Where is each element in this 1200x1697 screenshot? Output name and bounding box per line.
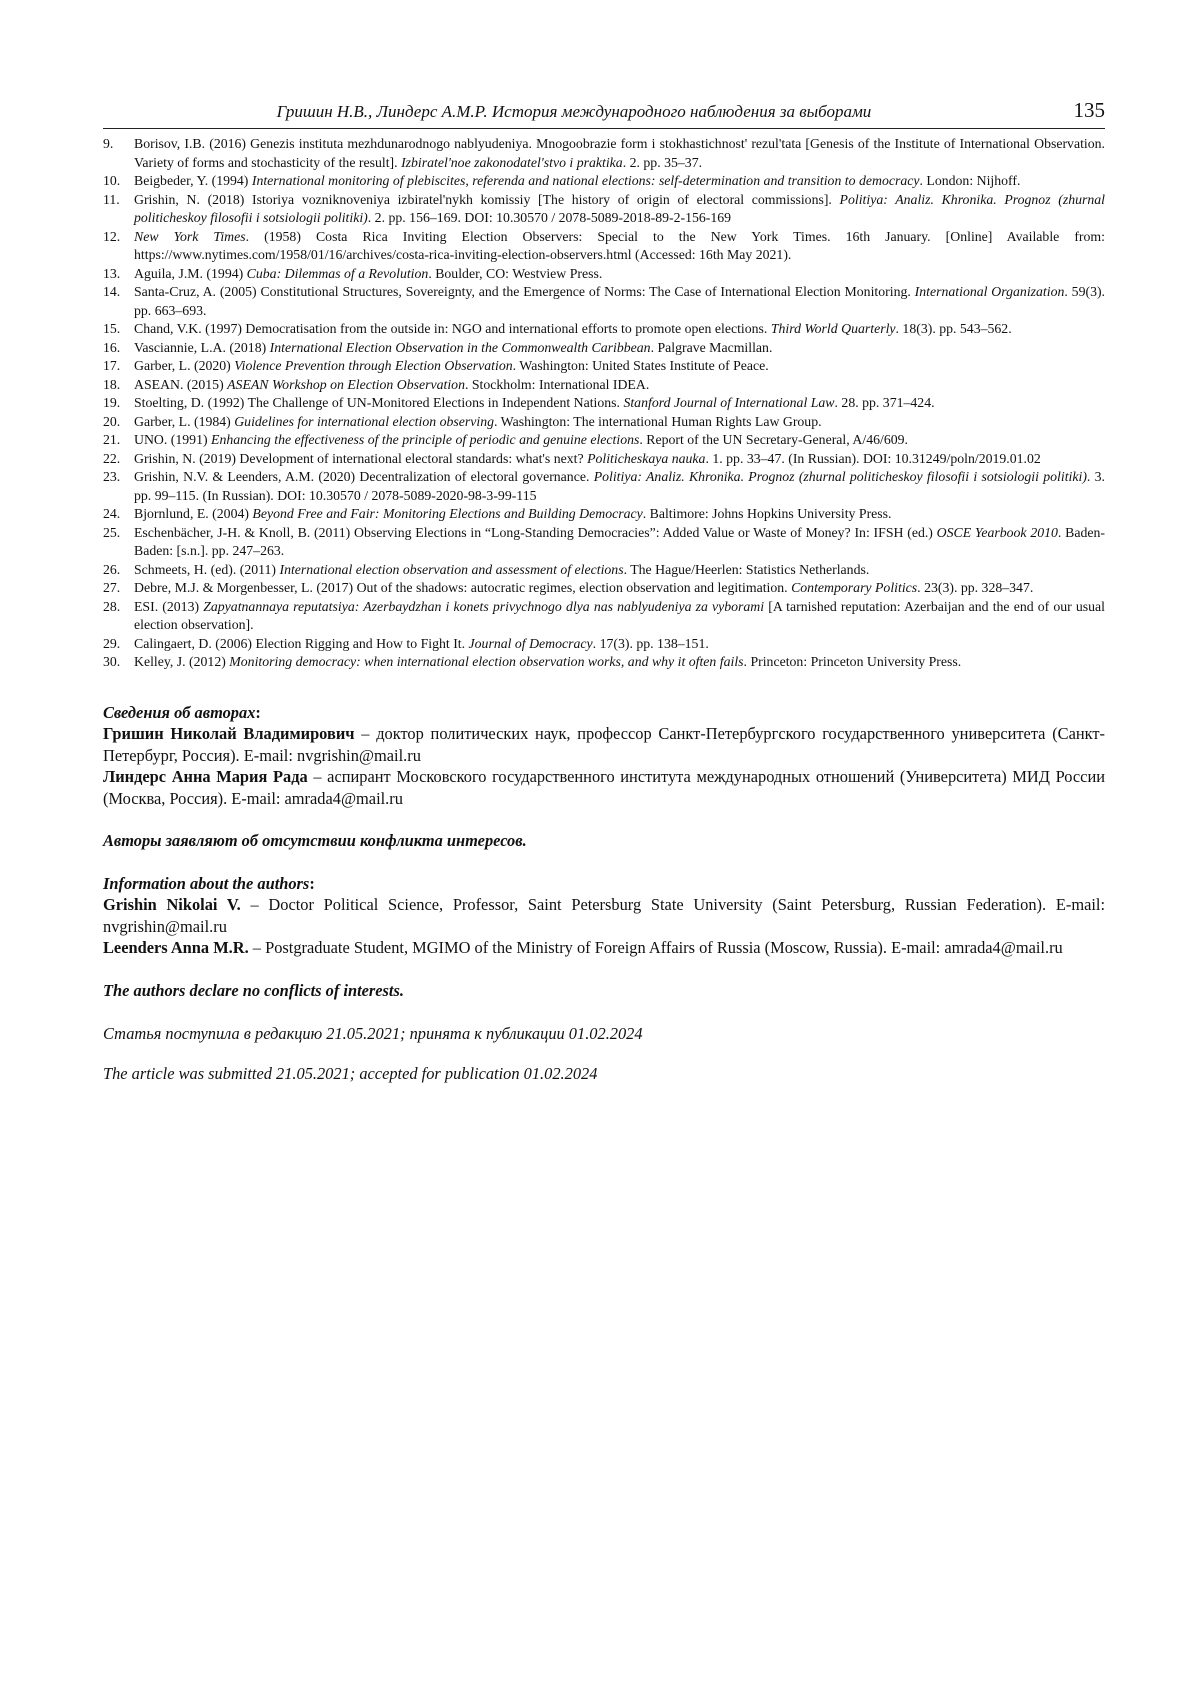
conflicts-en: The authors declare no conflicts of interests. — [103, 980, 404, 1000]
reference-source: International Organization — [914, 284, 1065, 299]
reference-text: Kelley, J. (2012) — [134, 654, 230, 669]
reference-item — [103, 265, 1105, 284]
authors-en-heading — [103, 873, 1105, 895]
reference-number: 28. — [103, 598, 121, 614]
reference-text: . Baltimore: Johns Hopkins University Press. — [642, 506, 892, 521]
reference-item — [103, 172, 1105, 191]
reference-item — [103, 653, 1105, 672]
reference-source: ASEAN Workshop on Election Observation — [227, 376, 465, 392]
reference-text: Schmeets, H. (ed). (2011) — [134, 561, 280, 577]
author-en-1-text: – Doctor Political Science, Professor, Saint Petersburg State University (Saint Petersburg, Russian Federation). E-mail: nvgrishin@mail.ru — [103, 895, 1106, 936]
reference-item — [103, 524, 1105, 561]
submission-dates-ru: Статья поступила в редакцию 21.05.2021; принята к публикации 01.02.2024 — [103, 1024, 643, 1043]
reference-number: 9. — [103, 136, 114, 151]
reference-text: Grishin, N.V. & Leenders, A.M. (2020) Decentralization of electoral governance. — [134, 469, 594, 484]
reference-item — [103, 598, 1105, 635]
reference-number: 25. — [103, 524, 121, 540]
reference-number: 12. — [103, 228, 121, 244]
reference-text: Borisov, I.B. (2016) Genezis instituta mezhdunarodnogo nablyudeniya. Mnogoobrazie form i stokhastichnost' rezul'tata [Genesis of the Institute of International Observation. Variety of forms and stochasticity of the result]. — [134, 136, 1105, 170]
author-en-2-name: Leenders Anna M.R. — [103, 938, 249, 957]
author-ru-2-name: Линдерс Анна Мария Рада — [103, 767, 308, 786]
reference-number: 24. — [103, 506, 121, 521]
reference-text: . 23(3). pp. 328–347. — [917, 580, 1034, 595]
reference-source: Politicheskaya nauka — [587, 450, 706, 466]
reference-item — [103, 228, 1105, 265]
page-number: 135 — [1073, 98, 1105, 122]
running-title: Гришин Н.В., Линдерс А.М.Р. История международного наблюдения за выборами — [276, 102, 872, 121]
reference-number: 11. — [103, 191, 120, 207]
reference-text: Garber, L. (1984) — [134, 413, 235, 429]
reference-source: Zapyatnannaya reputatsiya: Azerbaydzhan i konets privychnogo dlya nas nablyudeniya za vyborami — [203, 598, 765, 614]
reference-source: Third World Quarterly — [770, 321, 896, 336]
reference-text: Grishin, N. (2018) Istoriya vozniknoveniya izbiratel'nykh komissiy [The history of origin of electoral commissions]. — [134, 191, 840, 207]
reference-text: Vasciannie, L.A. (2018) — [134, 339, 270, 355]
authors-ru-heading — [103, 702, 1105, 724]
reference-text: . 18(3). pp. 543–562. — [895, 321, 1012, 336]
reference-text: Beigbeder, Y. (1994) — [134, 173, 252, 188]
reference-number: 27. — [103, 580, 121, 595]
authors-en-heading-text: Information about the authors — [103, 873, 310, 893]
reference-text: . London: Nijhoff. — [919, 173, 1021, 188]
reference-text: . 17(3). pp. 138–151. — [592, 635, 709, 651]
reference-source: Journal of Democracy — [468, 635, 593, 651]
reference-item — [103, 394, 1105, 413]
reference-item — [103, 561, 1105, 580]
reference-text: UNO. (1991) — [134, 432, 212, 447]
reference-source: OSCE Yearbook 2010 — [936, 524, 1058, 540]
reference-text: ASEAN. (2015) — [134, 376, 228, 392]
author-ru-1-text: – доктор политических наук, профессор Санкт-Петербургского государственного университета (Санкт-Петербург, Россия). E-mail: nvgrishin@mail.ru — [103, 724, 1106, 765]
reference-source: Stanford Journal of International Law — [623, 395, 835, 410]
author-en-2-text: – Postgraduate Student, MGIMO of the Ministry of Foreign Affairs of Russia (Moscow, Russia). E-mail: amrada4@mail.ru — [248, 938, 1063, 957]
reference-source: Enhancing the effectiveness of the principle of periodic and genuine elections — [211, 432, 640, 447]
reference-source: International monitoring of plebiscites, referenda and national elections: self-determination and transition to democracy — [251, 173, 920, 188]
reference-text: . 2. pp. 35–37. — [622, 154, 703, 170]
author-ru-2-text: – аспирант Московского государственного института международных отношений (Университета) МИД России (Москва, Россия). E-mail: amrada4@mail.ru — [103, 767, 1106, 808]
reference-source: International election observation and assessment of elections — [279, 561, 624, 577]
reference-number: 13. — [103, 265, 121, 281]
reference-number: 19. — [103, 395, 121, 410]
reference-number: 16. — [103, 339, 121, 355]
reference-text: [A tarnished reputation: Azerbaijan and the end of our usual election observation]. — [134, 598, 1106, 632]
authors-section — [103, 702, 1105, 1085]
reference-source: Beyond Free and Fair: Monitoring Elections and Building Democracy — [252, 506, 643, 521]
reference-text: Stoelting, D. (1992) The Challenge of UN-Monitored Elections in Independent Nations. — [134, 395, 624, 410]
reference-item — [103, 431, 1105, 450]
reference-item — [103, 357, 1105, 376]
reference-item — [103, 191, 1105, 228]
reference-source: Politiya: Analiz. Khronika. Prognoz (zhurnal politicheskoy filosofii i sotsiologii politiki) — [593, 469, 1087, 484]
reference-number: 20. — [103, 413, 121, 429]
reference-text: . Washington: The international Human Rights Law Group. — [494, 413, 822, 429]
reference-text: Bjornlund, E. (2004) — [134, 506, 253, 521]
reference-text: . The Hague/Heerlen: Statistics Netherlands. — [623, 561, 870, 577]
reference-source: Izbiratel'noe zakonodatel'stvo i praktika — [401, 154, 623, 170]
reference-number: 17. — [103, 358, 121, 373]
reference-number: 22. — [103, 450, 121, 466]
author-ru-1-name: Гришин Николай Владимирович — [103, 724, 355, 743]
reference-text: . Boulder, CO: Westview Press. — [428, 265, 603, 281]
submission-dates-en: The article was submitted 21.05.2021; accepted for publication 01.02.2024 — [103, 1063, 598, 1083]
reference-text: . Baden-Baden: [s.n.]. pp. 247–263. — [134, 524, 1105, 558]
reference-item — [103, 339, 1105, 358]
reference-number: 21. — [103, 432, 121, 447]
reference-item — [103, 320, 1105, 339]
reference-text: Eschenbächer, J-H. & Knoll, B. (2011) Observing Elections in “Long-Standing Democracies”: Added Value or Waste of Money? In: IFSH (ed.) — [134, 524, 937, 540]
running-header — [103, 98, 1105, 129]
reference-item — [103, 468, 1105, 505]
reference-number: 10. — [103, 173, 121, 188]
reference-source: Violence Prevention through Election Observation — [234, 358, 513, 373]
reference-number: 26. — [103, 561, 121, 577]
authors-ru-heading-text: Сведения об авторах — [103, 702, 256, 722]
reference-number: 30. — [103, 654, 121, 669]
reference-source: New York Times — [134, 228, 246, 244]
reference-number: 18. — [103, 376, 121, 392]
authors-ru-heading-colon: : — [255, 702, 261, 722]
reference-text: . 28. pp. 371–424. — [834, 395, 935, 410]
reference-text: . Washington: United States Institute of Peace. — [512, 358, 769, 373]
reference-item — [103, 635, 1105, 654]
reference-source: Contemporary Politics — [791, 580, 918, 595]
reference-item — [103, 505, 1105, 524]
reference-text: Grishin, N. (2019) Development of international electoral standards: what's next? — [134, 450, 588, 466]
author-en-1 — [103, 894, 1105, 937]
reference-text: . Palgrave Macmillan. — [650, 339, 773, 355]
reference-item — [103, 135, 1105, 172]
reference-source: Politiya: Analiz. Khronika. Prognoz (zhurnal politicheskoy filosofii i sotsiologii politiki) — [134, 191, 1105, 225]
author-ru-1 — [103, 723, 1105, 766]
reference-item — [103, 450, 1105, 469]
reference-text: Chand, V.K. (1997) Democratisation from the outside in: NGO and international efforts to promote open elections. — [134, 321, 771, 336]
page — [103, 98, 1105, 1084]
conflicts-ru: Авторы заявляют об отсутствии конфликта интересов. — [103, 831, 527, 850]
reference-source: Guidelines for international election observing — [234, 413, 495, 429]
reference-list — [103, 135, 1105, 672]
reference-source: International Election Observation in the Commonwealth Caribbean — [269, 339, 651, 355]
reference-text: . Report of the UN Secretary-General, A/46/609. — [639, 432, 908, 447]
reference-text: Debre, M.J. & Morgenbesser, L. (2017) Out of the shadows: autocratic regimes, election observation and legitimation. — [134, 580, 792, 595]
reference-text: ESI. (2013) — [134, 598, 204, 614]
reference-item — [103, 283, 1105, 320]
reference-text: . (1958) Costa Rica Inviting Election Observers: Special to the New York Times. 16th January. [Online] Available from: https://www.nytimes.com/1958/01/16/archives/costa-rica-inviting-election-observers.html (Accessed: 16th May 2021). — [134, 228, 1105, 262]
reference-text: . 3. pp. 99–115. (In Russian). DOI: 10.30570 / 2078-5089-2020-98-3-99-115 — [134, 469, 1105, 503]
reference-number: 14. — [103, 284, 121, 299]
reference-number: 15. — [103, 321, 121, 336]
reference-source: Cuba: Dilemmas of a Revolution — [246, 265, 429, 281]
reference-text: . 59(3). pp. 663–693. — [134, 284, 1106, 318]
author-ru-2 — [103, 766, 1105, 809]
reference-text: . Stockholm: International IDEA. — [464, 376, 650, 392]
reference-item — [103, 413, 1105, 432]
reference-text: . 2. pp. 156–169. DOI: 10.30570 / 2078-5089-2018-89-2-156-169 — [367, 210, 732, 225]
author-en-1-name: Grishin Nikolai V. — [103, 895, 241, 914]
reference-source: Monitoring democracy: when international election observation works, and why it often fails — [229, 654, 744, 669]
author-en-2 — [103, 937, 1105, 959]
reference-item — [103, 376, 1105, 395]
reference-text: . Princeton: Princeton University Press. — [743, 654, 962, 669]
reference-text: Calingaert, D. (2006) Election Rigging and How to Fight It. — [134, 635, 469, 651]
reference-item — [103, 579, 1105, 598]
reference-text: Santa-Cruz, A. (2005) Constitutional Structures, Sovereignty, and the Emergence of Norms: The Case of International Election Monitoring. — [134, 284, 915, 299]
reference-text: . 1. pp. 33–47. (In Russian). DOI: 10.31249/poln/2019.01.02 — [705, 450, 1041, 466]
authors-en-heading-colon: : — [309, 873, 315, 893]
reference-number: 23. — [103, 469, 121, 484]
reference-text: Aguila, J.M. (1994) — [134, 265, 247, 281]
reference-text: Garber, L. (2020) — [134, 358, 235, 373]
reference-number: 29. — [103, 635, 121, 651]
